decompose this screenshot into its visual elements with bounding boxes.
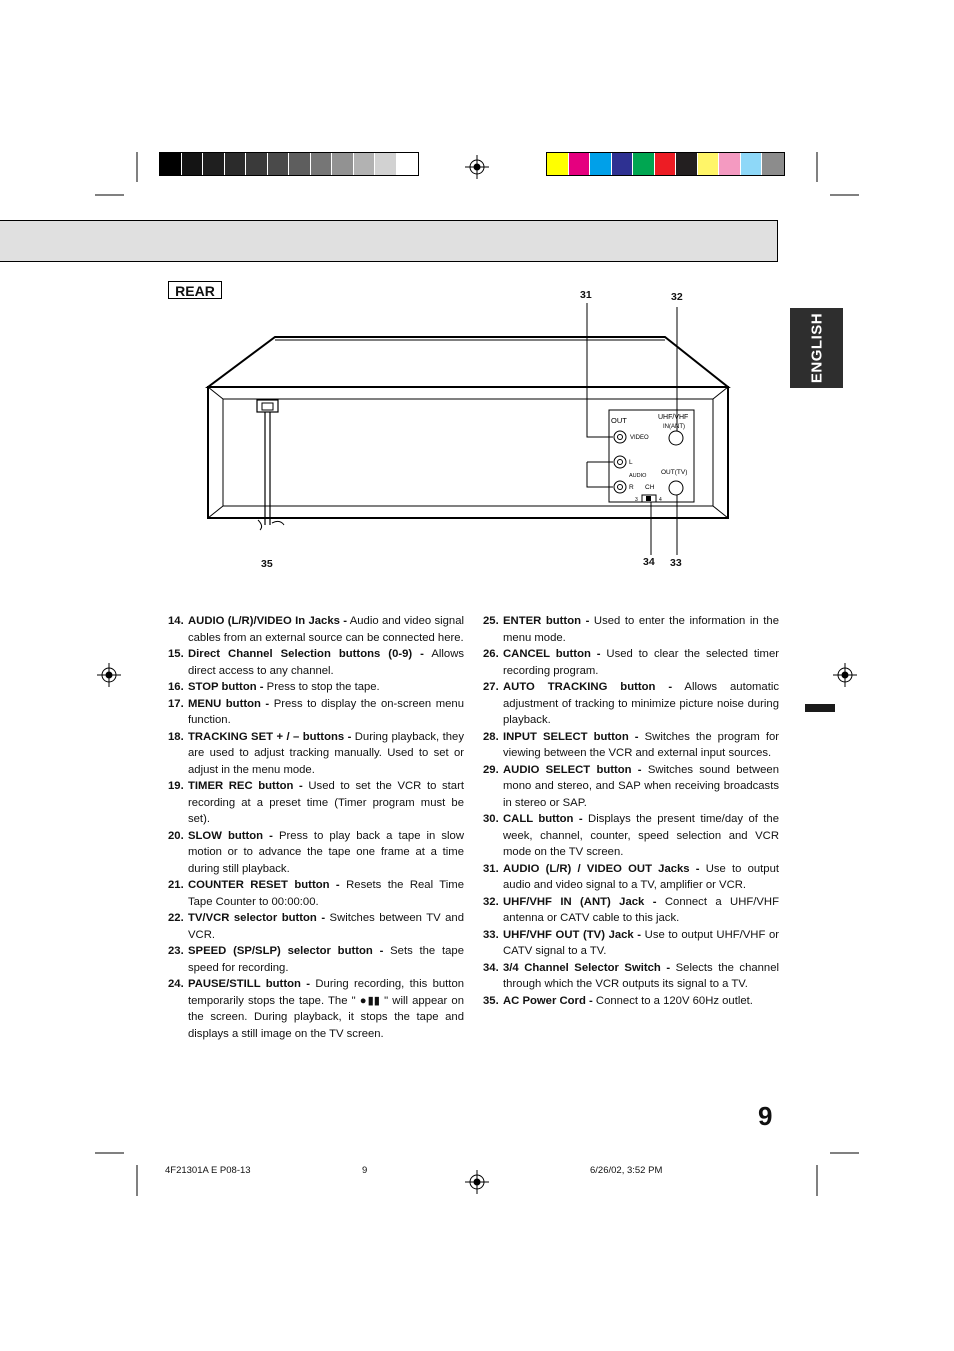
panel-label-video: VIDEO	[630, 435, 649, 441]
item-number: 14.	[168, 615, 184, 627]
item-text: Connect a UHF/VHF antenna or CATV cable to this jack.	[503, 895, 779, 924]
footer-timestamp: 6/26/02, 3:52 PM	[590, 1165, 663, 1176]
callout-35: 35	[261, 558, 273, 570]
item-text: During playback, they are used to adjust tracking manually. Used to set or adjust in the menu mode.	[188, 730, 464, 776]
description-item	[168, 943, 464, 976]
item-number: 18.	[168, 730, 184, 743]
item-title: AUDIO (L/R)/VIDEO In Jacks -	[188, 615, 347, 627]
item-text: Allows direct access to any channel.	[188, 648, 464, 677]
description-item	[483, 811, 779, 861]
description-item	[168, 828, 464, 878]
description-item	[483, 894, 779, 927]
item-text: Switches sound between mono and stereo, and SAP when receiving broadcasts in stereo or SAP.	[503, 763, 779, 809]
item-text: Allows automatic adjustment of tracking to minimize picture noise during playback.	[503, 681, 779, 726]
panel-label-uhf-vhf: UHF/VHF	[658, 414, 689, 421]
language-tab-label: ENGLISH	[808, 312, 825, 384]
panel-label-audio: AUDIO	[629, 473, 647, 479]
description-item	[483, 762, 779, 812]
description-item	[483, 993, 779, 1010]
item-title: INPUT SELECT button -	[503, 730, 639, 743]
item-number: 22.	[168, 912, 184, 924]
item-text: Connect to a 120V 60Hz outlet.	[592, 994, 753, 1007]
item-number: 17.	[168, 697, 184, 710]
item-text: Switches between TV and VCR.	[188, 912, 464, 941]
item-title: MENU button -	[188, 697, 270, 710]
item-text: Sets the tape speed for recording.	[188, 945, 464, 974]
description-item	[483, 960, 779, 993]
item-title: AUTO TRACKING button -	[503, 681, 673, 693]
item-number: 15.	[168, 648, 184, 660]
item-title: COUNTER RESET button -	[188, 879, 340, 891]
item-number: 30.	[483, 813, 499, 825]
item-title: Direct Channel Selection buttons (0-9) -	[188, 648, 424, 660]
item-number: 33.	[483, 928, 499, 941]
panel-label-ch3: 3	[635, 497, 638, 503]
item-text: Resets the Real Time Tape Counter to 00:00:00.	[188, 879, 464, 908]
item-number: 28.	[483, 730, 499, 743]
item-title: TIMER REC button -	[188, 780, 303, 792]
item-title: AC Power Cord -	[503, 994, 593, 1007]
item-title: UHF/VHF OUT (TV) Jack -	[503, 928, 642, 941]
panel-label-ch: CH	[645, 484, 655, 491]
description-item	[168, 778, 464, 828]
item-text: Displays the present time/day of the week, channel, counter, speed selection and VCR mode on the TV screen.	[503, 813, 779, 858]
item-text: Used to enter the information in the menu mode.	[503, 615, 779, 644]
description-item	[483, 927, 779, 960]
description-item	[483, 729, 779, 762]
item-title: TRACKING SET + / – buttons -	[188, 730, 352, 743]
item-title: SPEED (SP/SLP) selector button -	[188, 945, 384, 957]
item-text: Use to output audio and video signal to a TV, amplifier or VCR.	[503, 862, 779, 891]
item-title: UHF/VHF IN (ANT) Jack -	[503, 895, 657, 908]
description-item	[168, 729, 464, 779]
item-number: 21.	[168, 879, 184, 891]
panel-label-l: L	[629, 459, 633, 466]
section-marker-bar	[805, 704, 835, 712]
item-number: 35.	[483, 994, 499, 1007]
panel-label-ch4: 4	[659, 497, 662, 503]
item-text: Selects the channel through which the VCR outputs its signal to a TV.	[503, 961, 779, 990]
item-number: 29.	[483, 763, 499, 776]
item-number: 25.	[483, 615, 499, 627]
description-item	[168, 646, 464, 679]
item-number: 34.	[483, 961, 499, 974]
item-number: 31.	[483, 862, 499, 875]
item-title: AUDIO (L/R) / VIDEO OUT Jacks -	[503, 862, 700, 875]
panel-label-out: OUT	[611, 416, 627, 425]
item-title: 3/4 Channel Selector Switch -	[503, 961, 671, 974]
item-number: 27.	[483, 681, 499, 693]
description-item	[483, 861, 779, 894]
description-item	[168, 976, 464, 1042]
panel-label-r: R	[629, 484, 634, 491]
item-title: TV/VCR selector button -	[188, 912, 326, 924]
panel-label-in-ant: IN(ANT)	[663, 424, 685, 430]
description-item	[168, 877, 464, 910]
item-text: Switches the program for viewing between the VCR and external input sources.	[503, 730, 779, 759]
description-item	[168, 679, 464, 696]
item-number: 20.	[168, 829, 184, 842]
description-item	[483, 646, 779, 679]
item-title: AUDIO SELECT button -	[503, 763, 642, 776]
callout-34: 34	[643, 556, 655, 568]
item-text: Press to display the on-screen menu function.	[188, 697, 464, 726]
description-item	[483, 679, 779, 729]
vcr-rear-diagram	[0, 0, 954, 620]
item-number: 24.	[168, 978, 184, 990]
item-number: 23.	[168, 945, 184, 957]
item-title: PAUSE/STILL button -	[188, 978, 311, 990]
item-text: Audio and video signal cables from an external source can be connected here.	[188, 615, 465, 644]
item-text: Used to set the VCR to start recording at a preset time (Timer program must be set).	[188, 780, 464, 825]
description-item	[168, 910, 464, 943]
item-text: Press to play back a tape in slow motion or to advance the tape one frame at a time during still playback.	[188, 829, 465, 875]
item-text: Use to output UHF/VHF or CATV signal to a TV.	[503, 928, 780, 957]
footer-file-id: 4F21301A E P08-13	[165, 1165, 251, 1176]
item-text: During recording, this button temporarily stops the tape. The " ●▮▮ " will appear on the screen. During playback, it stops the tape and displays a still image on the TV screen.	[188, 978, 465, 1040]
item-title: CALL button -	[503, 813, 583, 825]
item-number: 19.	[168, 780, 184, 792]
item-title: ENTER button -	[503, 615, 590, 627]
callout-32: 32	[671, 291, 683, 303]
footer-page: 9	[362, 1165, 368, 1176]
item-text: Press to stop the tape.	[263, 681, 380, 693]
item-number: 16.	[168, 681, 184, 693]
item-title: STOP button -	[188, 681, 264, 693]
item-number: 32.	[483, 895, 499, 908]
description-item	[483, 613, 779, 646]
description-list-right	[483, 613, 779, 1009]
callout-31: 31	[580, 289, 592, 301]
page-number: 9	[758, 1101, 773, 1131]
item-title: CANCEL button -	[503, 648, 601, 660]
description-list-left	[168, 613, 464, 1042]
description-item	[168, 696, 464, 729]
rear-view-label: REAR	[168, 281, 222, 299]
item-text: Used to clear the selected timer recording program.	[503, 648, 780, 677]
item-number: 26.	[483, 648, 499, 660]
callout-33: 33	[670, 557, 682, 569]
item-title: SLOW button -	[188, 829, 273, 842]
description-item	[168, 613, 464, 646]
panel-label-out-tv: OUT(TV)	[661, 469, 688, 476]
